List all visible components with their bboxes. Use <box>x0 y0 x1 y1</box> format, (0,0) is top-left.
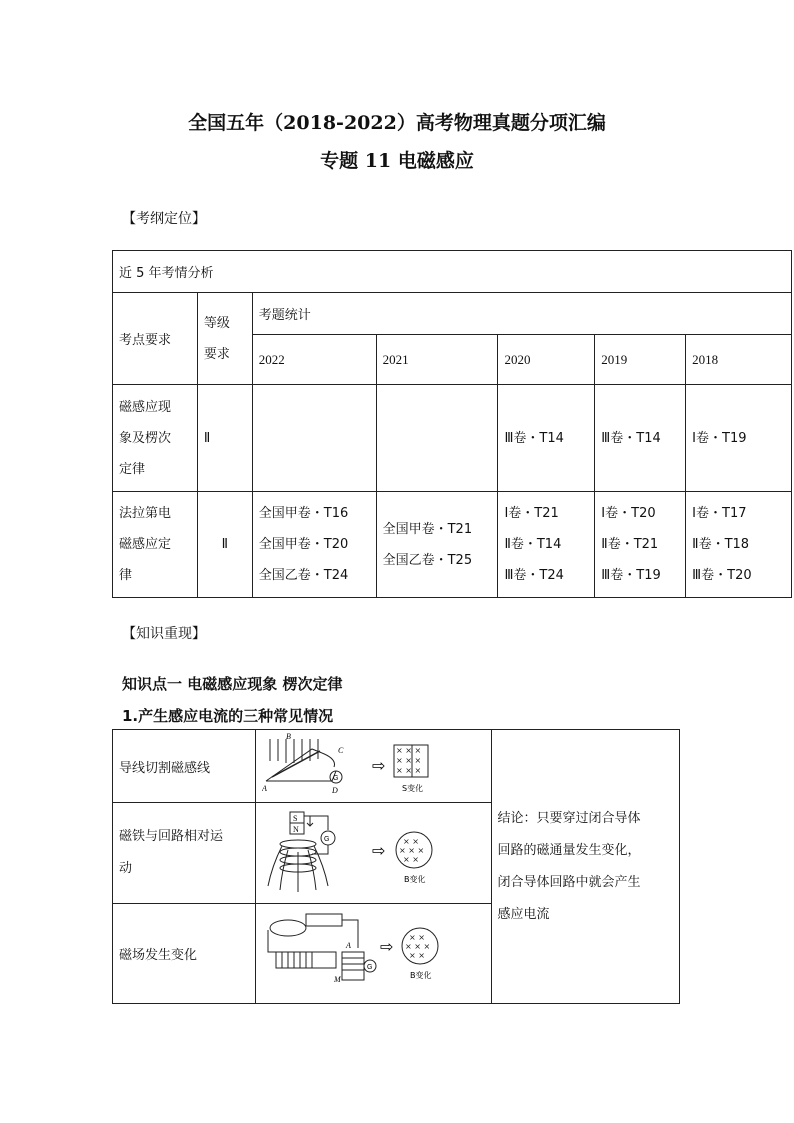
svg-text:D: D <box>331 786 338 795</box>
svg-text:S: S <box>292 814 298 823</box>
svg-text:× ×: × × <box>408 932 425 942</box>
svg-text:⇨: ⇨ <box>379 936 393 956</box>
figure-cell <box>255 904 491 1004</box>
svg-text:B变化: B变化 <box>409 970 432 980</box>
svg-text:⇨: ⇨ <box>371 756 385 775</box>
year-header: 2019 <box>595 335 686 385</box>
table-row <box>113 385 792 492</box>
document-title: 全国五年（2018-2022）高考物理真题分项汇编 <box>188 112 606 134</box>
figure-cell <box>255 803 491 904</box>
level-cell: Ⅱ <box>197 492 252 598</box>
svg-text:G: G <box>323 836 330 843</box>
stat-cell: Ⅰ卷・T20 Ⅱ卷・T21 Ⅲ卷・T19 <box>595 492 686 598</box>
svg-text:× ×: × × <box>402 837 419 846</box>
stat-cell: Ⅰ卷・T17 Ⅱ卷・T18 Ⅲ卷・T20 <box>686 492 792 598</box>
changing-field-figure <box>262 908 484 996</box>
document-subtitle: 专题 11 电磁感应 <box>320 150 474 172</box>
svg-text:× ×: × × <box>408 950 425 960</box>
knowledge-point-subtitle: 1.产生感应电流的三种常见情况 <box>122 707 334 725</box>
svg-text:C: C <box>337 746 343 755</box>
col-level-header: 等级 要求 <box>197 293 252 385</box>
stat-cell: Ⅲ卷・T14 <box>498 385 595 492</box>
figure-cell <box>255 730 491 803</box>
table-row <box>113 730 680 803</box>
table-row <box>113 492 792 598</box>
level-cell: Ⅱ <box>197 385 252 492</box>
stat-cell: Ⅰ卷・T19 <box>686 385 792 492</box>
stat-cell: 全国甲卷・T16 全国甲卷・T20 全国乙卷・T24 <box>252 492 376 598</box>
svg-text:B: B <box>285 732 291 741</box>
svg-text:A: A <box>261 784 267 793</box>
conclusion-cell: 结论：只要穿过闭合导体 回路的磁通量发生变化， 闭合导体回路中就会产生 感应电流 <box>491 730 679 1004</box>
year-header: 2022 <box>252 335 376 385</box>
stat-cell: 全国甲卷・T21 全国乙卷・T25 <box>376 492 498 598</box>
stat-cell <box>252 385 376 492</box>
svg-text:× × ×: × × × <box>404 941 430 951</box>
knowledge-point-title: 知识点一 电磁感应现象 楞次定律 <box>122 675 343 693</box>
year-header: 2021 <box>376 335 498 385</box>
table-header-row: 近 5 年考情分析 <box>113 251 792 293</box>
svg-text:× × ×: × × × <box>398 846 424 855</box>
svg-text:× × ×: × × × <box>395 746 421 755</box>
svg-text:× × ×: × × × <box>395 756 421 765</box>
svg-text:⇨: ⇨ <box>371 841 385 860</box>
svg-text:G: G <box>366 963 373 971</box>
col-point-header: 考点要求 <box>113 293 198 385</box>
year-header: 2018 <box>686 335 792 385</box>
svg-text:× ×: × × <box>402 855 419 864</box>
case-label: 磁铁与回路相对运 动 <box>113 803 256 904</box>
wire-cutting-figure <box>262 731 484 797</box>
stat-cell: Ⅰ卷・T21 Ⅱ卷・T14 Ⅲ卷・T24 <box>498 492 595 598</box>
svg-text:S变化: S变化 <box>401 784 423 793</box>
svg-text:G: G <box>332 775 339 782</box>
stat-cell: Ⅲ卷・T14 <box>595 385 686 492</box>
stat-cell <box>376 385 498 492</box>
point-cell: 法拉第电 磁感应定 律 <box>113 492 198 598</box>
magnet-loop-figure <box>262 806 484 896</box>
svg-text:M: M <box>333 974 341 984</box>
point-cell: 磁感应现 象及楞次 定律 <box>113 385 198 492</box>
svg-text:× × ×: × × × <box>395 766 421 775</box>
section-heading-syllabus: 【考纲定位】 <box>122 211 206 227</box>
exam-analysis-table <box>112 250 792 598</box>
svg-text:B变化: B变化 <box>403 875 426 884</box>
year-header: 2020 <box>498 335 595 385</box>
col-stats-header: 考题统计 <box>252 293 791 335</box>
svg-text:N: N <box>292 825 299 834</box>
section-heading-knowledge: 【知识重现】 <box>122 626 206 642</box>
case-label: 导线切割磁感线 <box>113 730 256 803</box>
induction-cases-table <box>112 729 680 1004</box>
case-label: 磁场发生变化 <box>113 904 256 1004</box>
svg-text:A: A <box>345 940 351 950</box>
